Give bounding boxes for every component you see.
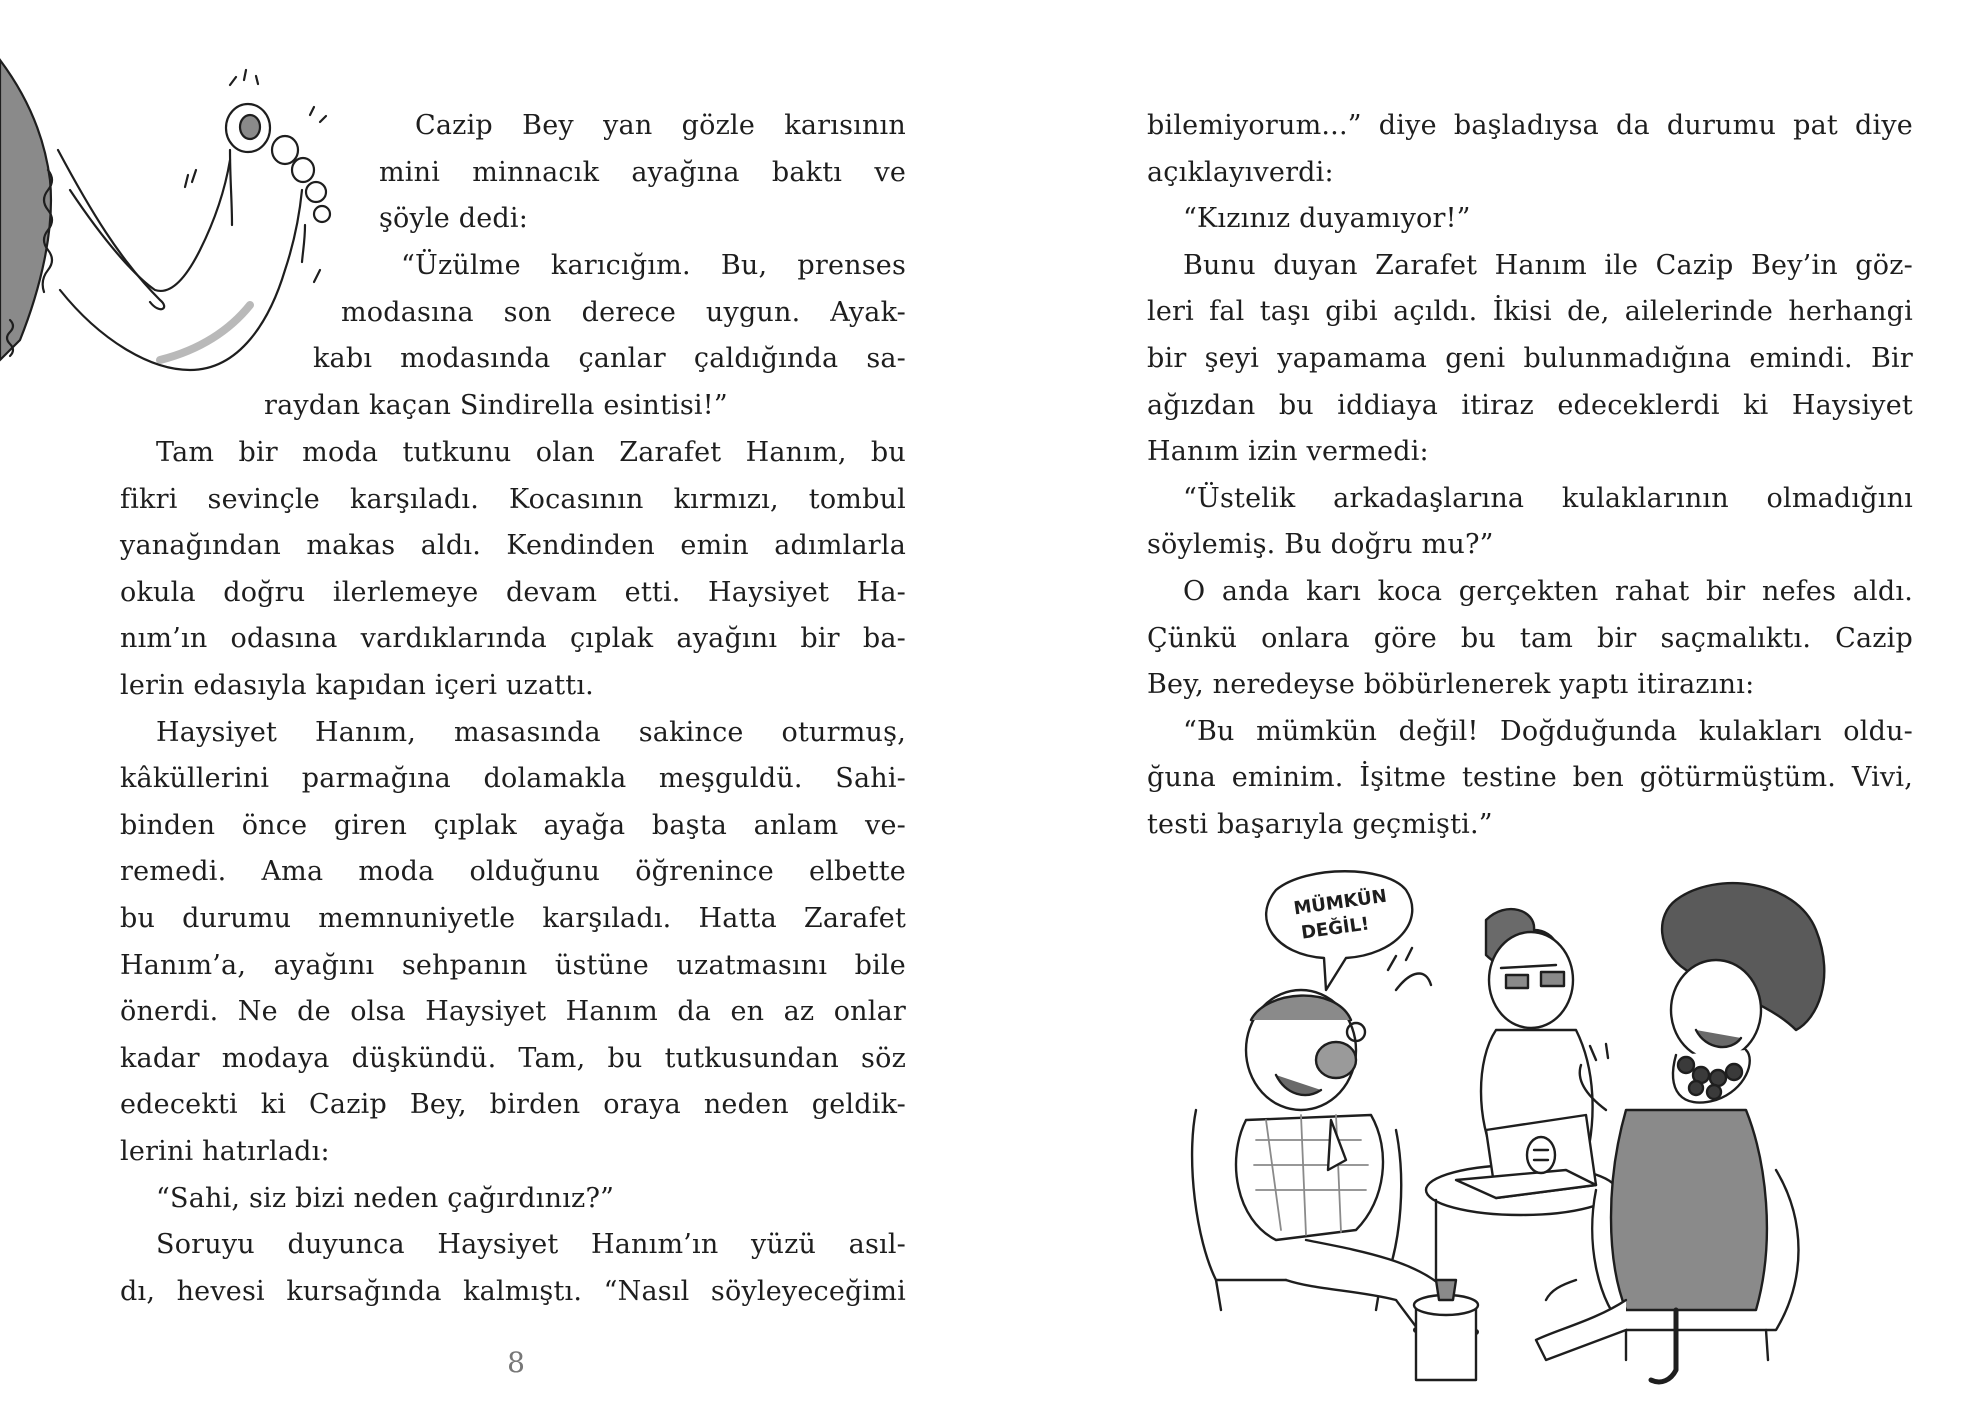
quote-line	[264, 383, 906, 430]
text-line: Cazip Bey yan gözle karısının	[415, 110, 906, 141]
text-line: “Kızınız duyamıyor!”	[1183, 203, 1471, 235]
text-line: “Bu mümkün değil! Doğduğunda kulakları oldu-	[1183, 715, 1913, 747]
text-line: “Üstelik arkadaşlarına kulaklarının olmadığını	[1183, 482, 1913, 514]
text-line: bir şeyi yapamama geni bulunmadığına emindi. Bir	[1147, 342, 1913, 374]
text-line: Hanım izin vermedi:	[1147, 436, 1429, 468]
text-line: söylemiş. Bu doğru mu?”	[1147, 529, 1494, 561]
quote-line	[401, 243, 906, 290]
quote-line	[341, 290, 906, 337]
text-line: kâküllerini parmağına dolamakla meşguldü. Sahi-	[120, 763, 906, 795]
text-line: önerdi. Ne de olsa Haysiyet Hanım da en az onlar	[120, 996, 906, 1028]
right-body-text	[1147, 103, 1913, 849]
text-line: remedi. Ama moda olduğunu öğrenince elbette	[120, 856, 906, 888]
text-line: Hanım’a, ayağını sehpanın üstüne uzatmasını bile	[120, 949, 906, 981]
text-line: ağızdan bu iddiaya itiraz edeceklerdi ki Haysiyet	[1147, 389, 1913, 421]
text-line: Bey, neredeyse böbürlenerek yaptı itirazını:	[1147, 669, 1755, 701]
text-line: Bunu duyan Zarafet Hanım ile Cazip Bey’in göz-	[1183, 249, 1913, 281]
text-line: bilemiyorum...” diye başladıysa da durumu pat diye	[1147, 110, 1913, 141]
text-line: okula doğru ilerlemeye devam etti. Haysiyet Ha-	[120, 576, 906, 608]
speech-bubble-line2: DEĞİL!	[1299, 913, 1371, 944]
text-line: raydan kaçan Sindirella esintisi!”	[264, 390, 728, 421]
text-line: “Sahi, siz bizi neden çağırdınız?”	[156, 1182, 615, 1214]
text-line: dı, hevesi kursağında kalmıştı. “Nasıl söyleyeceğimi	[120, 1275, 906, 1307]
text-line: Haysiyet Hanım, masasında sakince oturmuş,	[156, 716, 906, 748]
intro-paragraph	[379, 103, 906, 243]
text-line: “Üzülme karıcığım. Bu, prenses	[401, 250, 906, 281]
text-line: modasına son derece uygun. Ayak-	[341, 297, 906, 328]
text-line: ğuna eminim. İşitme testine ben götürmüştüm. Vivi,	[1147, 762, 1913, 794]
text-line: leri fal taşı gibi açıldı. İkisi de, ailelerinde herhangi	[1147, 296, 1913, 328]
text-line: bu durumu memnuniyetle karşıladı. Hatta Zarafet	[120, 902, 906, 934]
text-line: kabı modasında çanlar çaldığında sa-	[313, 343, 906, 374]
speech-bubble-line1: MÜMKÜN	[1292, 885, 1389, 920]
text-line: kadar modaya düşkündü. Tam, bu tutkusundan söz	[120, 1042, 906, 1074]
text-line: binden önce giren çıplak ayağa başta anlam ve-	[120, 809, 906, 841]
text-line: açıklayıverdi:	[1147, 156, 1334, 188]
text-line: şöyle dedi:	[379, 203, 529, 235]
text-line: Çünkü onlara göre bu tam bir saçmalıktı. Cazip	[1147, 622, 1913, 654]
text-line: edecekti ki Cazip Bey, birden oraya neden geldik-	[120, 1089, 906, 1121]
text-line: Soruyu duyunca Haysiyet Hanım’ın yüzü asıl-	[156, 1229, 906, 1261]
text-line: nım’ın odasına vardıklarında çıplak ayağını bir ba-	[120, 623, 906, 655]
text-line: mini minnacık ayağına baktı ve	[379, 156, 906, 188]
text-line: lerini hatırladı:	[120, 1135, 330, 1167]
quote-line	[313, 336, 906, 383]
text-line: fikri sevinçle karşıladı. Kocasının kırmızı, tombul	[120, 483, 906, 515]
text-line: lerin edasıyla kapıdan içeri uzattı.	[120, 669, 594, 701]
text-line: Tam bir moda tutkunu olan Zarafet Hanım, bu	[156, 437, 906, 468]
left-body-text	[120, 430, 906, 1315]
text-line: yanağından makas aldı. Kendinden emin adımlarla	[120, 530, 906, 562]
text-line: testi başarıyla geçmişti.”	[1147, 808, 1493, 840]
office-scene-illustration	[1156, 860, 1836, 1400]
right-page	[981, 0, 1962, 1417]
page-number: 8	[507, 1346, 525, 1379]
text-line: O anda karı koca gerçekten rahat bir nefes aldı.	[1183, 575, 1913, 607]
leg-illustration	[0, 40, 360, 430]
